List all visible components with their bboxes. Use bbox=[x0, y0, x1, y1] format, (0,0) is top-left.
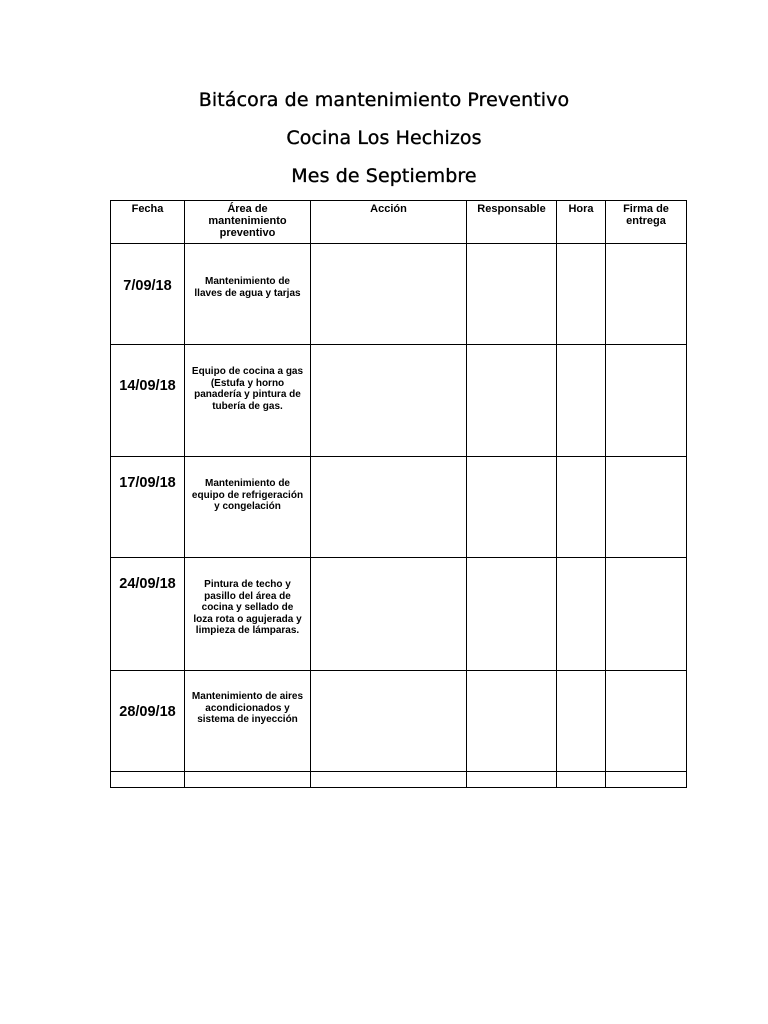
column-header-firma bbox=[606, 201, 687, 244]
area-text: Mantenimiento de llaves de agua y tarjas bbox=[194, 276, 301, 299]
date-text: 28/09/18 bbox=[119, 704, 176, 720]
area-cell bbox=[185, 671, 311, 772]
date-text: 17/09/18 bbox=[119, 475, 176, 491]
firma-cell bbox=[606, 457, 687, 558]
date-cell bbox=[111, 244, 185, 345]
responsable-cell bbox=[467, 558, 557, 671]
hora-cell bbox=[557, 772, 606, 788]
hora-cell bbox=[557, 671, 606, 772]
column-header-hora: Hora bbox=[557, 201, 606, 244]
firma-cell bbox=[606, 671, 687, 772]
date-cell bbox=[111, 457, 185, 558]
hora-cell bbox=[557, 244, 606, 345]
table-row bbox=[111, 671, 687, 772]
responsable-cell bbox=[467, 244, 557, 345]
date-text: 14/09/18 bbox=[119, 378, 176, 394]
column-header-area-label: Área de mantenimiento preventivo bbox=[208, 203, 287, 239]
area-text: Equipo de cocina a gas (Estufa y horno panadería y pintura de tubería de gas. bbox=[191, 366, 304, 412]
table-row bbox=[111, 345, 687, 457]
table-row bbox=[111, 457, 687, 558]
area-text: Mantenimiento de equipo de refrigeración y congelación bbox=[191, 478, 304, 512]
date-cell bbox=[111, 345, 185, 457]
date-cell bbox=[111, 558, 185, 671]
date-cell bbox=[111, 671, 185, 772]
firma-cell bbox=[606, 772, 687, 788]
maintenance-log-table bbox=[110, 200, 687, 788]
month-heading: Mes de Septiembre bbox=[291, 165, 477, 187]
accion-cell bbox=[311, 671, 467, 772]
date-text: 24/09/18 bbox=[119, 576, 176, 592]
table-row-empty bbox=[111, 772, 687, 788]
hora-cell bbox=[557, 558, 606, 671]
table-header-row bbox=[111, 201, 687, 244]
responsable-cell bbox=[467, 671, 557, 772]
area-text: Pintura de techo y pasillo del área de cocina y sellado de loza rota o agujerada y limpieza de lámparas. bbox=[193, 579, 302, 636]
accion-cell bbox=[311, 244, 467, 345]
date-text: 7/09/18 bbox=[123, 278, 172, 294]
responsable-cell bbox=[467, 345, 557, 457]
column-header-responsable: Responsable bbox=[467, 201, 557, 244]
table-row bbox=[111, 558, 687, 671]
column-header-fecha: Fecha bbox=[111, 201, 185, 244]
area-cell bbox=[185, 244, 311, 345]
area-cell bbox=[185, 457, 311, 558]
firma-cell bbox=[606, 345, 687, 457]
accion-cell bbox=[311, 772, 467, 788]
firma-cell bbox=[606, 244, 687, 345]
area-cell bbox=[185, 345, 311, 457]
accion-cell bbox=[311, 457, 467, 558]
responsable-cell bbox=[467, 772, 557, 788]
kitchen-name: Cocina Los Hechizos bbox=[286, 127, 482, 149]
accion-cell bbox=[311, 345, 467, 457]
table-row bbox=[111, 244, 687, 345]
column-header-accion: Acción bbox=[311, 201, 467, 244]
responsable-cell bbox=[467, 457, 557, 558]
area-text: Mantenimiento de aires acondicionados y sistema de inyección bbox=[191, 691, 304, 725]
date-cell bbox=[111, 772, 185, 788]
area-cell bbox=[185, 558, 311, 671]
column-header-firma-label: Firma de entrega bbox=[623, 203, 669, 227]
hora-cell bbox=[557, 345, 606, 457]
firma-cell bbox=[606, 558, 687, 671]
area-cell bbox=[185, 772, 311, 788]
accion-cell bbox=[311, 558, 467, 671]
hora-cell bbox=[557, 457, 606, 558]
column-header-area bbox=[185, 201, 311, 244]
document-title: Bitácora de mantenimiento Preventivo bbox=[198, 89, 570, 111]
